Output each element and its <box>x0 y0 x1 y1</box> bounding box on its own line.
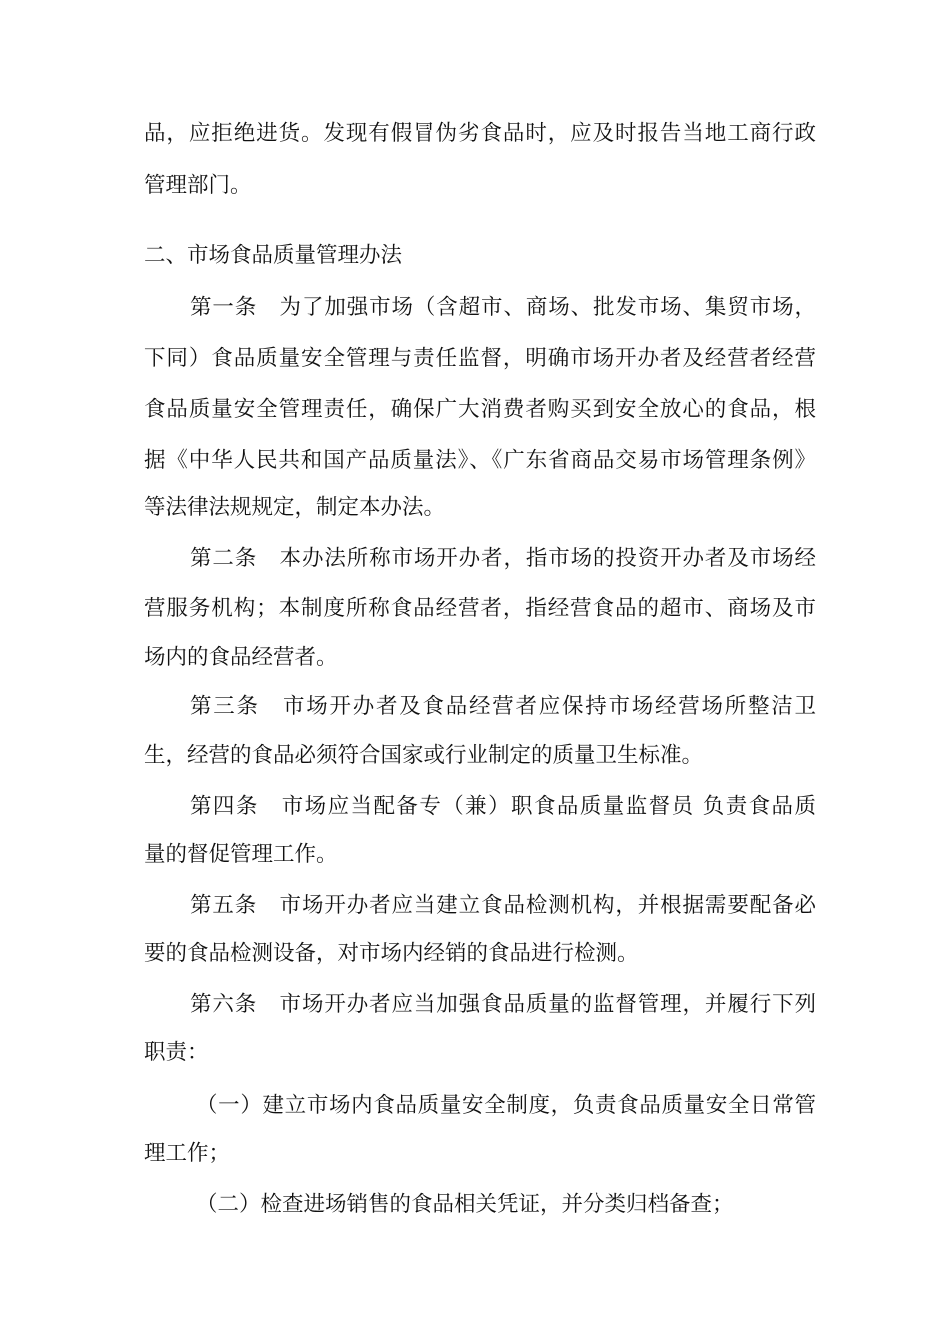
text-line: 据《中华人民共和国产品质量法》、《广东省商品交易市场管理条例》 <box>144 448 816 473</box>
article-4-line: 第四条 市场应当配备专（兼）职食品质量监督员 负责食品质 <box>190 794 816 819</box>
clause-2-line: （二）检查进场销售的食品相关凭证，并分类归档备查； <box>196 1192 734 1217</box>
article-1-line: 第一条 为了加强市场（含超市、商场、批发市场、集贸市场， <box>190 295 816 320</box>
text-line: 职责： <box>144 1040 209 1065</box>
article-5-line: 第五条 市场开办者应当建立食品检测机构，并根据需要配备必 <box>190 893 816 918</box>
article-2-line: 第二条 本办法所称市场开办者，指市场的投资开办者及市场经 <box>190 546 816 571</box>
text-line: 营服务机构；本制度所称食品经营者，指经营食品的超市、商场及市 <box>144 596 816 621</box>
text-line: 量的督促管理工作。 <box>144 842 338 867</box>
clause-1-line: （一）建立市场内食品质量安全制度，负责食品质量安全日常管 <box>196 1093 816 1118</box>
text-line: 品，应拒绝进货。发现有假冒伪劣食品时，应及时报告当地工商行政 <box>144 121 816 146</box>
article-3-line: 第三条 市场开办者及食品经营者应保持市场经营场所整洁卫 <box>190 694 816 719</box>
text-line: 要的食品检测设备，对市场内经销的食品进行检测。 <box>144 941 639 966</box>
text-line: 食品质量安全管理责任，确保广大消费者购买到安全放心的食品，根 <box>144 397 816 422</box>
text-line: 生，经营的食品必须符合国家或行业制定的质量卫生标准。 <box>144 743 704 768</box>
text-line: 理工作； <box>144 1141 231 1166</box>
section-heading: 二、市场食品质量管理办法 <box>144 243 403 268</box>
text-line: 等法律法规规定，制定本办法。 <box>144 495 446 520</box>
text-line: 下同）食品质量安全管理与责任监督，明确市场开办者及经营者经营 <box>144 346 816 371</box>
text-line: 管理部门。 <box>144 173 252 198</box>
article-6-line: 第六条 市场开办者应当加强食品质量的监督管理，并履行下列 <box>190 992 816 1017</box>
text-line: 场内的食品经营者。 <box>144 645 338 670</box>
